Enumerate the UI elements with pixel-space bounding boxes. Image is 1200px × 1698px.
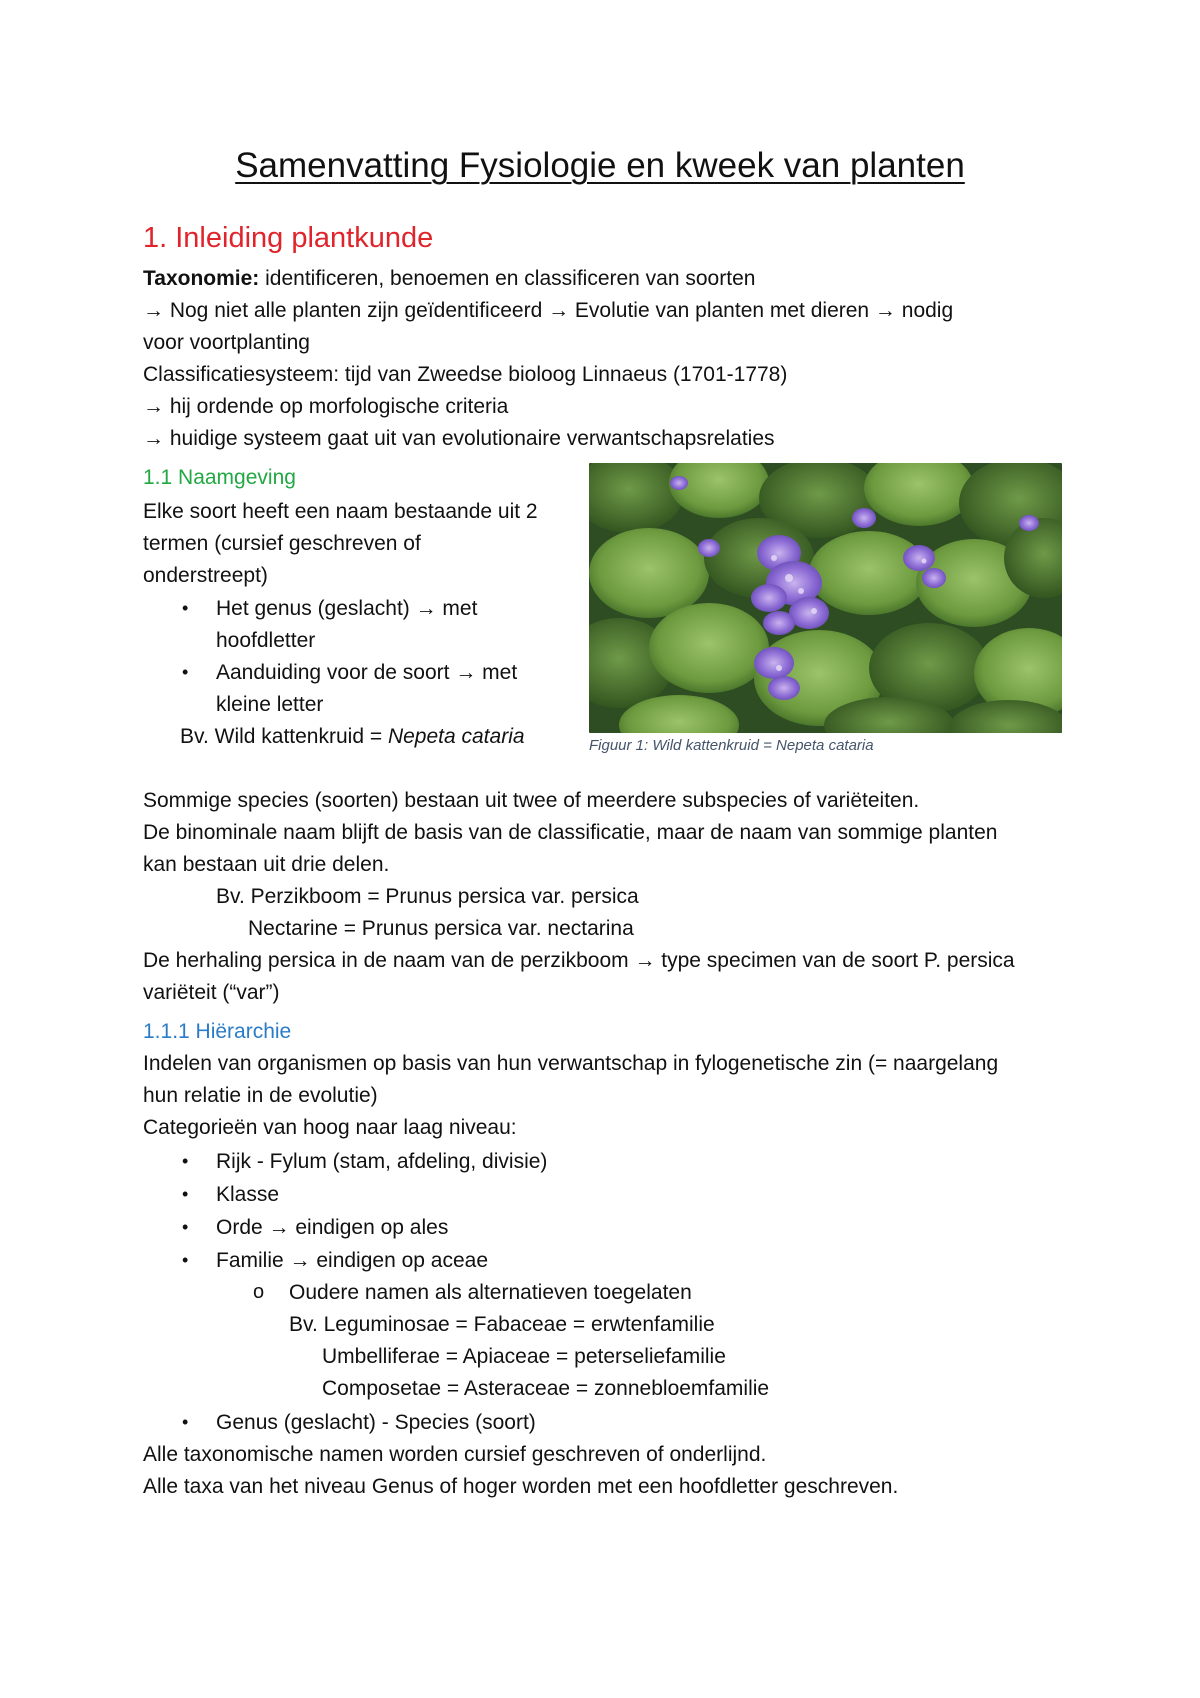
taxonomie-label: Taxonomie: bbox=[143, 267, 260, 290]
bullet-marker: • bbox=[182, 1412, 189, 1432]
text-line: hun relatie in de evolutie) bbox=[143, 1084, 378, 1107]
document-title: Samenvatting Fysiologie en kweek van planten bbox=[235, 146, 965, 185]
text-line: → huidige systeem gaat uit van evolutionaire verwantschapsrelaties bbox=[143, 427, 775, 450]
text-line: Sommige species (soorten) bestaan uit twee of meerdere subspecies of variëteiten. bbox=[143, 789, 920, 812]
list-item: Familie → eindigen op aceae bbox=[216, 1249, 488, 1272]
text-line: kan bestaan uit drie delen. bbox=[143, 853, 390, 876]
list-item: Het genus (geslacht) → met bbox=[216, 597, 478, 620]
list-item: kleine letter bbox=[216, 693, 324, 716]
text-line: Alle taxa van het niveau Genus of hoger worden met een hoofdletter geschreven. bbox=[143, 1475, 899, 1498]
taxonomie-text: identificeren, benoemen en classificeren van soorten bbox=[259, 267, 756, 290]
text-line: voor voortplanting bbox=[143, 331, 310, 354]
bullet-marker: • bbox=[182, 1217, 189, 1237]
figure-caption: Figuur 1: Wild kattenkruid = Nepeta cataria bbox=[589, 737, 874, 754]
list-item: Aanduiding voor de soort → met bbox=[216, 661, 518, 684]
bullet-marker: • bbox=[182, 1184, 189, 1204]
example-line bbox=[180, 725, 525, 749]
heading-naamgeving: 1.1 Naamgeving bbox=[143, 466, 296, 489]
list-item: Rijk - Fylum (stam, afdeling, divisie) bbox=[216, 1150, 548, 1173]
text-line: Alle taxonomische namen worden cursief geschreven of onderlijnd. bbox=[143, 1443, 767, 1466]
text-line: onderstreept) bbox=[143, 564, 268, 587]
bullet-marker: • bbox=[182, 1250, 189, 1270]
text-line: Elke soort heeft een naam bestaande uit 2 bbox=[143, 500, 538, 523]
list-item: hoofdletter bbox=[216, 629, 316, 652]
text-line: → hij ordende op morfologische criteria bbox=[143, 395, 509, 418]
text-line: Indelen van organismen op basis van hun verwantschap in fylogenetische zin (= naargelang bbox=[143, 1052, 999, 1075]
text-line: Classificatiesysteem: tijd van Zweedse bioloog Linnaeus (1701-1778) bbox=[143, 363, 788, 386]
list-item: Genus (geslacht) - Species (soort) bbox=[216, 1411, 536, 1434]
text-line: Categorieën van hoog naar laag niveau: bbox=[143, 1116, 517, 1139]
example-line: Composetae = Asteraceae = zonnebloemfamilie bbox=[322, 1377, 770, 1400]
list-item: Orde → eindigen op ales bbox=[216, 1216, 449, 1239]
heading-inleiding-plantkunde: 1. Inleiding plantkunde bbox=[143, 222, 434, 254]
example-species: Nepeta cataria bbox=[387, 725, 525, 748]
catnip-photo bbox=[589, 463, 1062, 733]
list-item: Klasse bbox=[216, 1183, 280, 1206]
taxonomie-line bbox=[143, 267, 755, 291]
heading-hierarchie: 1.1.1 Hiërarchie bbox=[143, 1020, 292, 1043]
example-line: Bv. Perzikboom = Prunus persica var. persica bbox=[216, 885, 639, 908]
bullet-marker: • bbox=[182, 598, 189, 618]
text-line: variëteit (“var”) bbox=[143, 981, 280, 1004]
example-line: Umbelliferae = Apiaceae = peterseliefamilie bbox=[322, 1345, 726, 1368]
text-line: → Nog niet alle planten zijn geïdentificeerd → Evolutie van planten met dieren → nodig bbox=[143, 299, 954, 322]
example-line: Bv. Leguminosae = Fabaceae = erwtenfamilie bbox=[289, 1313, 715, 1336]
text-line: De binominale naam blijft de basis van de classificatie, maar de naam van sommige planten bbox=[143, 821, 998, 844]
bullet-marker: • bbox=[182, 662, 189, 682]
example-line: Nectarine = Prunus persica var. nectarina bbox=[248, 917, 634, 940]
bullet-marker: • bbox=[182, 1151, 189, 1171]
sub-list-item: Oudere namen als alternatieven toegelaten bbox=[289, 1281, 692, 1304]
text-line: termen (cursief geschreven of bbox=[143, 532, 421, 555]
example-prefix: Bv. Wild kattenkruid = bbox=[180, 725, 388, 748]
subbullet-marker: o bbox=[253, 1281, 265, 1303]
text-line: De herhaling persica in de naam van de perzikboom → type specimen van de soort P. persica bbox=[143, 949, 1015, 972]
